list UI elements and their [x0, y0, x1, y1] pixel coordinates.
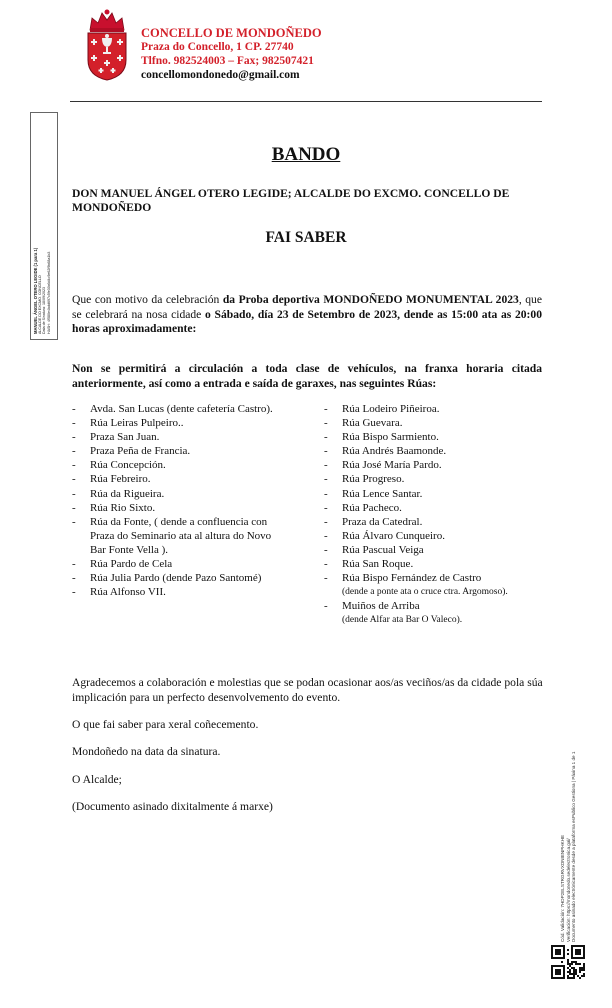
- street-item: [72, 402, 287, 416]
- street-item: [324, 501, 549, 515]
- street-name: Rúa Rio Sixto.: [90, 501, 156, 514]
- header-divider: [70, 101, 542, 102]
- street-name: Rúa Andrés Baamonde.: [342, 445, 447, 458]
- street-item: [72, 430, 287, 444]
- street-item: [324, 599, 549, 627]
- street-item: [324, 402, 549, 416]
- street-name: Rúa Febreiro.: [90, 473, 151, 486]
- stamp-hash: HASH: 4f580e4bdd697c5fe30c6d4c9e62f9b68a1b3: [46, 251, 51, 334]
- restriction-paragraph: Non se permitirá a circulación a toda clase de vehículos, na franxa horaria citada anteriormente, así como a entrada e saída de garaxes, nas seguintes Rúas:: [72, 362, 542, 390]
- street-name: Rúa Bispo Fernández de Castro: [342, 572, 482, 585]
- event-name: da Proba deportiva MONDOÑEDO MONUMENTAL 2023: [222, 293, 519, 306]
- street-item: [324, 472, 549, 486]
- mayor-line: DON MANUEL ÁNGEL OTERO LEGIDE; ALCALDE DO EXCMO. CONCELLO DE MONDOÑEDO: [72, 187, 510, 214]
- street-list-left: [72, 402, 287, 599]
- street-item: [72, 444, 287, 458]
- validation-url: Verificación: https://mondonedo.sedelectronica.gal/: [565, 838, 571, 942]
- street-item: [324, 557, 549, 571]
- street-note: (dende a ponte ata o cruce ctra. Argomoso).: [342, 587, 508, 598]
- validation-platform: Documento asinado electrónicamente desde a plataforma esPublico Gestiona | Páxina 1 de 1: [571, 751, 577, 942]
- stamp-date: Data de Sinatura: 18/09/2023: [42, 287, 47, 334]
- street-name: Praza da Catedral.: [342, 515, 423, 528]
- notice-line: O que fai saber para xeral coñecemento.: [72, 718, 259, 731]
- qr-code-icon[interactable]: [551, 945, 585, 979]
- street-name: Rúa Progreso.: [342, 473, 405, 486]
- street-name: Rúa Alfonso VII.: [90, 586, 166, 599]
- event-datetime: o Sábado, día 23 de Setembro de 2023, dende as 15:00 ata as 20:00 horas aproximadamente:: [72, 307, 542, 335]
- event-paragraph: [72, 293, 542, 337]
- municipal-crest-logo: [84, 8, 130, 82]
- street-name: Rúa da Fonte, ( dende a confluencia con Praza do Seminario ata al altura do Novo Bar Fonte Vella ).: [90, 515, 272, 556]
- stamp-signer: MANUEL ÁNGEL OTERO LEGIDE (1 para 1): [33, 247, 38, 334]
- event-mid: , que se celebrará na nosa cidade: [72, 293, 542, 321]
- street-name: Rúa Concepción.: [90, 459, 166, 472]
- street-note: (dende Alfar ata Bar O Valeco).: [342, 615, 463, 626]
- street-item: [72, 585, 287, 599]
- street-item: [324, 416, 549, 430]
- street-item: [72, 501, 287, 515]
- street-name: Rúa Lodeiro Piñeiroa.: [342, 403, 440, 415]
- street-name: Rúa Leiras Pulpeiro..: [90, 417, 184, 430]
- validation-strip: [560, 732, 586, 942]
- street-name: Praza Peña de Francia.: [90, 445, 191, 458]
- street-name: Rúa San Roque.: [342, 558, 414, 571]
- street-name: Avda. San Lucas (dente cafetería Castro).: [90, 403, 273, 415]
- street-list-right: [324, 402, 549, 628]
- street-item: [324, 444, 549, 458]
- street-name: Rúa Pacheco.: [342, 501, 402, 514]
- document-title: BANDO: [271, 144, 341, 165]
- street-name: Rúa Pardo de Cela: [90, 558, 173, 571]
- street-item: [72, 515, 287, 557]
- street-item: [324, 543, 549, 557]
- street-item: [72, 416, 287, 430]
- street-name: Praza San Juan.: [90, 431, 160, 444]
- council-address: Praza do Concello, 1 CP. 27740: [141, 41, 294, 53]
- street-item: [324, 430, 549, 444]
- council-email: concellomondonedo@gmail.com: [141, 69, 300, 81]
- street-name: Rúa Pascual Veiga: [342, 543, 424, 556]
- crest-emblem-icon: [84, 8, 130, 82]
- street-name: Rúa Bispo Sarmiento.: [342, 431, 439, 444]
- council-name: CONCELLO DE MONDOÑEDO: [141, 26, 322, 40]
- street-item: [72, 571, 287, 585]
- street-name: Rúa Álvaro Cunqueiro.: [342, 529, 445, 542]
- street-item: [324, 458, 549, 472]
- stamp-role: ALCALDE DO EXCMO. CONCELLO: [38, 275, 43, 334]
- street-name: Rúa Guevara.: [342, 417, 403, 430]
- validation-code: Cód. Validación: 7HDP2ELSTRGRVXDNIENPHKHE: [560, 834, 565, 942]
- street-item: [72, 472, 287, 486]
- street-item: [324, 487, 549, 501]
- street-item: [324, 515, 549, 529]
- signature-note: (Documento asinado dixitalmente á marxe): [72, 800, 273, 813]
- street-item: [324, 571, 549, 599]
- street-item: [324, 529, 549, 543]
- street-item: [72, 487, 287, 501]
- fai-saber-heading: FAI SABER: [265, 229, 347, 246]
- letterhead: [141, 26, 322, 82]
- event-intro: Que con motivo da celebración: [72, 293, 223, 306]
- street-name: Rúa da Rigueira.: [90, 487, 165, 500]
- street-name: Muiños de Arriba: [342, 600, 420, 613]
- place-date-line: Mondoñedo na data da sinatura.: [72, 745, 221, 758]
- council-phones: Tlfno. 982524003 – Fax; 982507421: [141, 55, 314, 67]
- street-name: Rúa Lence Santar.: [342, 487, 423, 500]
- street-item: [72, 557, 287, 571]
- street-item: [72, 458, 287, 472]
- street-name: Rúa Julia Pardo (dende Pazo Santomé): [90, 572, 262, 585]
- thanks-paragraph: Agradecemos a colaboración e molestias que se podan ocasionar aos/as veciños/as da cidade pola súa implicación para un perfecto desenvolvemento do evento.: [72, 676, 543, 704]
- signatory-line: O Alcalde;: [72, 773, 122, 786]
- street-name: Rúa José María Pardo.: [342, 459, 442, 472]
